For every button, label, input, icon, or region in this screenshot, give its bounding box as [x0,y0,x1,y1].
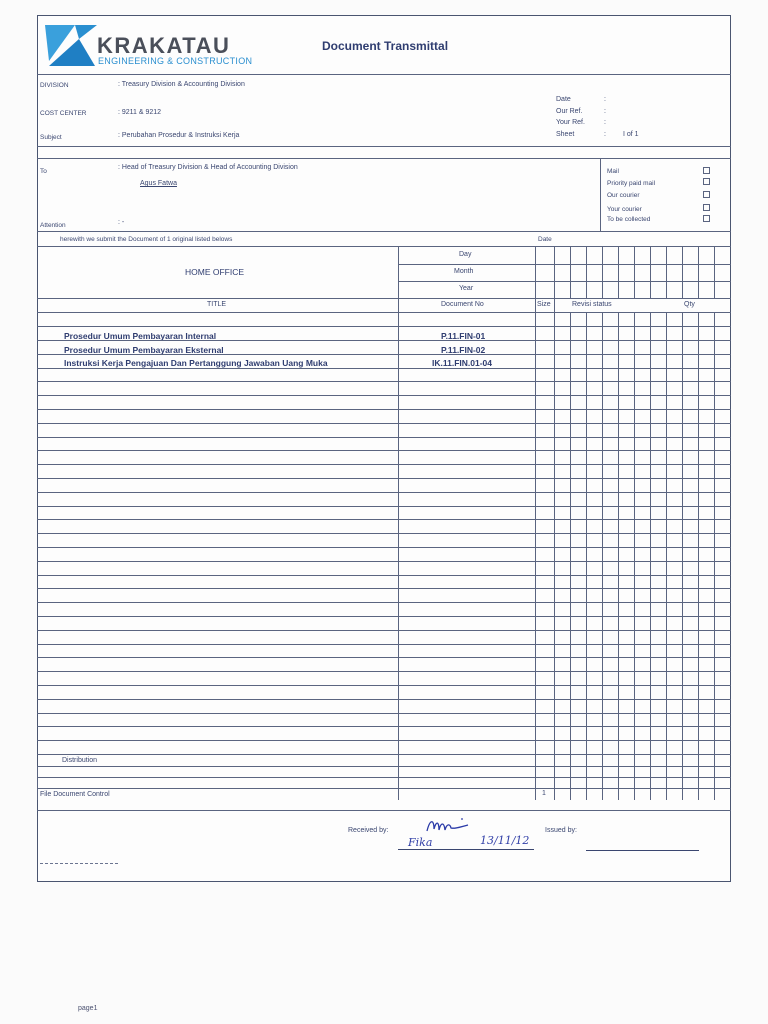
file-document-control-label: File Document Control [40,791,110,798]
delivery-collected-label: To be collected [607,216,651,223]
rule-header [37,74,731,75]
our-courier-checkbox[interactable] [703,191,710,198]
date-grid-column [682,246,683,298]
revision-grid-column [618,312,619,800]
date-grid-column [698,246,699,298]
krakatau-logo-icon [45,25,97,67]
body-top-line [37,326,731,327]
company-subtitle: ENGINEERING & CONSTRUCTION [98,56,253,66]
cost-center-label: COST CENTER [40,110,87,117]
table-row-line [37,450,731,451]
table-row-line [37,602,731,603]
date-grid-column [650,246,651,298]
attention-label: Attention [40,222,66,229]
revision-grid-column [634,312,635,800]
company-name: KRAKATAU [97,33,231,58]
table-row-line [37,754,731,755]
distribution-label: Distribution [62,757,98,764]
to-be-collected-checkbox[interactable] [703,215,710,222]
subject-value: : Perubahan Prosedur & Instruksi Kerja [118,132,240,139]
rule-footer [37,810,731,811]
table-row-line [37,726,731,727]
table-row-line [37,533,731,534]
division-value: : Treasury Division & Accounting Division [118,81,245,88]
issued-by-label: Issued by: [545,827,577,834]
title-column-header: TITLE [207,301,227,308]
signature-mark [424,815,474,837]
table-row-line [37,685,731,686]
your-ref-value: : [604,119,606,126]
mail-checkbox[interactable] [703,167,710,174]
table-row-line [37,464,731,465]
revision-grid-column [698,312,699,800]
sheet-value: I of 1 [623,131,639,138]
date-grid-column [602,246,603,298]
document-no-2: P.11.FIN-02 [441,345,486,355]
table-row-line [37,671,731,672]
received-name: Fika [408,836,433,849]
date-value: : [604,96,606,103]
revision-grid-column [570,312,571,800]
table-row-line [37,630,731,631]
table-row-line [37,740,731,741]
revision-grid-column [682,312,683,800]
recipient-person: Agus Fatwa [140,180,177,187]
table-row-line [37,575,731,576]
distribution-line [37,777,731,778]
rule-submit-top [37,231,731,232]
date-grid-column [634,246,635,298]
date-grid-column [666,246,667,298]
revision-grid-column [586,312,587,800]
revision-grid-column [650,312,651,800]
column-header-bottom-line [37,312,731,313]
sheet-colon: : [604,131,606,138]
your-courier-checkbox[interactable] [703,204,710,211]
table-row-line [37,519,731,520]
table-row-line [37,368,731,369]
document-no-column-divider [535,246,536,800]
revision-column-header: Revisi status [572,301,612,308]
dotted-line [40,863,118,864]
table-row-line [37,506,731,507]
date-grid-column [714,246,715,298]
priority-mail-checkbox[interactable] [703,178,710,185]
document-no-column-header: Document No [441,301,484,308]
rule-to [37,158,731,159]
delivery-our-courier-label: Our courier [607,192,640,199]
document-no-3: IK.11.FIN.01-04 [432,358,493,368]
table-row-line [37,340,731,341]
date-year-label: Year [459,285,474,292]
file-control-qty: 1 [542,790,546,797]
table-row-line [37,713,731,714]
rule-info [37,146,731,147]
rule-table-top [37,246,731,247]
issued-signature-line [586,850,699,851]
to-label: To [40,168,47,175]
table-row-line [37,409,731,410]
table-row-line [37,547,731,548]
size-column-header: Size [537,301,551,308]
date-grid-column [586,246,587,298]
received-by-label: Received by: [348,827,389,834]
distribution-line [37,766,398,767]
revision-grid-column [602,312,603,800]
received-date: 13/11/12 [480,834,530,847]
size-column-divider [554,246,555,800]
table-row-line [37,644,731,645]
table-row-line [37,657,731,658]
document-title-2: Prosedur Umum Pembayaran Eksternal [64,345,224,355]
to-value: : Head of Treasury Division & Head of Accounting Division [118,164,298,171]
table-row-line [37,437,731,438]
attention-value: : - [118,219,125,226]
date-grid-column [570,246,571,298]
document-title-1: Prosedur Umum Pembayaran Internal [64,331,217,341]
sheet-label: Sheet [556,131,575,138]
table-row-line [37,354,731,355]
table-row-line [37,381,731,382]
submit-line: herewith we submit the Document of 1 original listed belows [60,236,233,243]
qty-column-header: Qty [684,301,695,308]
date-grid-column [618,246,619,298]
home-office-label: HOME OFFICE [185,267,245,277]
table-row-line [37,561,731,562]
your-ref-label: Your Ref. [556,119,585,126]
table-row-line [37,478,731,479]
document-title-3: Instruksi Kerja Pengajuan Dan Pertanggung Jawaban Uang Muka [64,358,328,368]
revision-grid-column [714,312,715,800]
document-title: Document Transmittal [322,39,449,53]
delivery-priority-label: Priority paid mail [607,180,656,187]
date-column-header: Date [538,236,552,243]
date-day-label: Day [459,251,472,258]
distribution-line [37,788,731,789]
delivery-your-courier-label: Your courier [607,206,642,213]
our-ref-value: : [604,108,606,115]
received-signature-line [398,849,534,850]
table-row-line [37,616,731,617]
column-header-top-line [37,298,731,299]
delivery-divider [600,158,601,231]
table-row-line [37,492,731,493]
distribution-left-edge [37,766,38,800]
table-row-line [37,423,731,424]
division-label: DIVISION [40,82,69,89]
title-column-divider [398,246,399,800]
our-ref-label: Our Ref. [556,108,583,115]
document-no-1: P.11.FIN-01 [441,331,486,341]
table-row-line [37,699,731,700]
date-label: Date [556,96,571,103]
page-label: page1 [78,1005,98,1012]
subject-label: Subject [40,134,62,141]
delivery-mail-label: Mail [607,168,619,175]
cost-center-value: : 9211 & 9212 [118,109,162,116]
revision-grid-column [666,312,667,800]
table-row-line [37,395,731,396]
table-row-line [37,588,731,589]
date-month-label: Month [454,268,474,275]
